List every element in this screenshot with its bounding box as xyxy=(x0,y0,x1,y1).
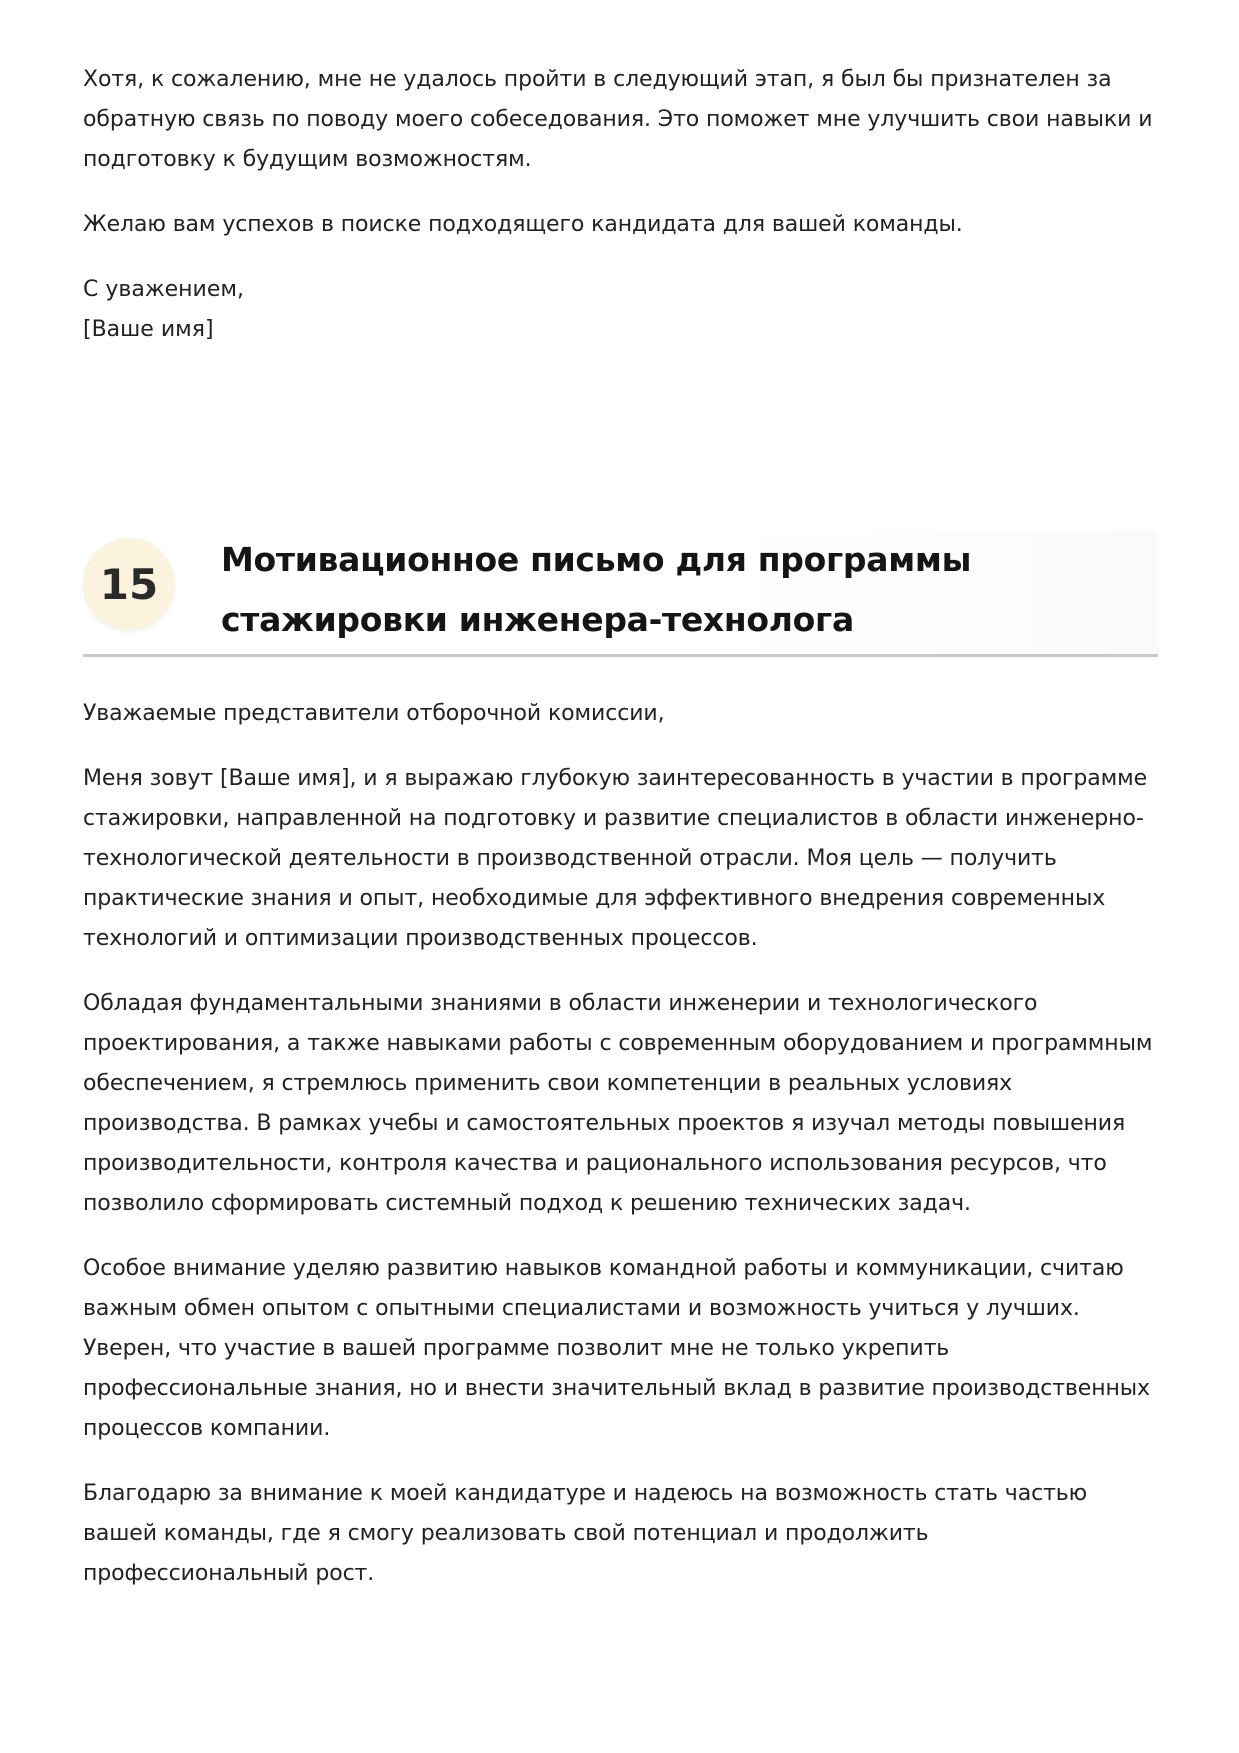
section-number-badge: 15 xyxy=(83,538,175,630)
letter-paragraph: Благодарю за внимание к моей кандидатуре и надеюсь на возможность стать частью вашей команды, где я смогу реализовать свой потенциал и продолжить профессиональный рост. xyxy=(83,1481,1088,1586)
letter-greeting: Уважаемые представители отборочной комиссии, xyxy=(83,701,665,726)
letter-paragraph: Меня зовут [Ваше имя], и я выражаю глубокую заинтересованность в участии в программе стажировки, направленной на подготовку и развитие специалистов в области инженерно-технологической деятельности в производственной отрасли. Моя цель — получить практические знания и опыт, необходимые для эффективного внедрения современных технологий и оптимизации производственных процессов. xyxy=(83,766,1148,951)
closing-line: С уважением, xyxy=(83,277,244,302)
signature-line: [Ваше имя] xyxy=(83,317,214,342)
letter-body xyxy=(83,694,1158,1594)
section-header xyxy=(83,530,1158,657)
previous-letter-paragraph: Хотя, к сожалению, мне не удалось пройти в следующий этап, я был бы признателен за обратную связь по поводу моего собеседования. Это поможет мне улучшить свои навыки и подготовку к будущим возможностям. xyxy=(83,67,1153,172)
previous-letter-paragraph: Желаю вам успехов в поиске подходящего кандидата для вашей команды. xyxy=(83,212,963,237)
letter-paragraph: Обладая фундаментальными знаниями в области инженерии и технологического проектирования, а также навыками работы с современным оборудованием и программным обеспечением, я стремлюсь применить свои компетенции в реальных условиях производства. В рамках учебы и самостоятельных проектов я изучал методы повышения производительности, контроля качества и рационального использования ресурсов, что позволило сформировать системный подход к решению технических задач. xyxy=(83,991,1153,1216)
previous-letter-ending xyxy=(83,60,1158,350)
signature-block xyxy=(83,270,1158,350)
letter-paragraph: Особое внимание уделяю развитию навыков командной работы и коммуникации, считаю важным обмен опытом с опытными специалистами и возможность учиться у лучших. Уверен, что участие в вашей программе позволит мне не только укрепить профессиональные знания, но и внести значительный вклад в развитие производственных процессов компании. xyxy=(83,1256,1150,1441)
section-title: Мотивационное письмо для программы стажировки инженера-технолога xyxy=(221,540,972,639)
